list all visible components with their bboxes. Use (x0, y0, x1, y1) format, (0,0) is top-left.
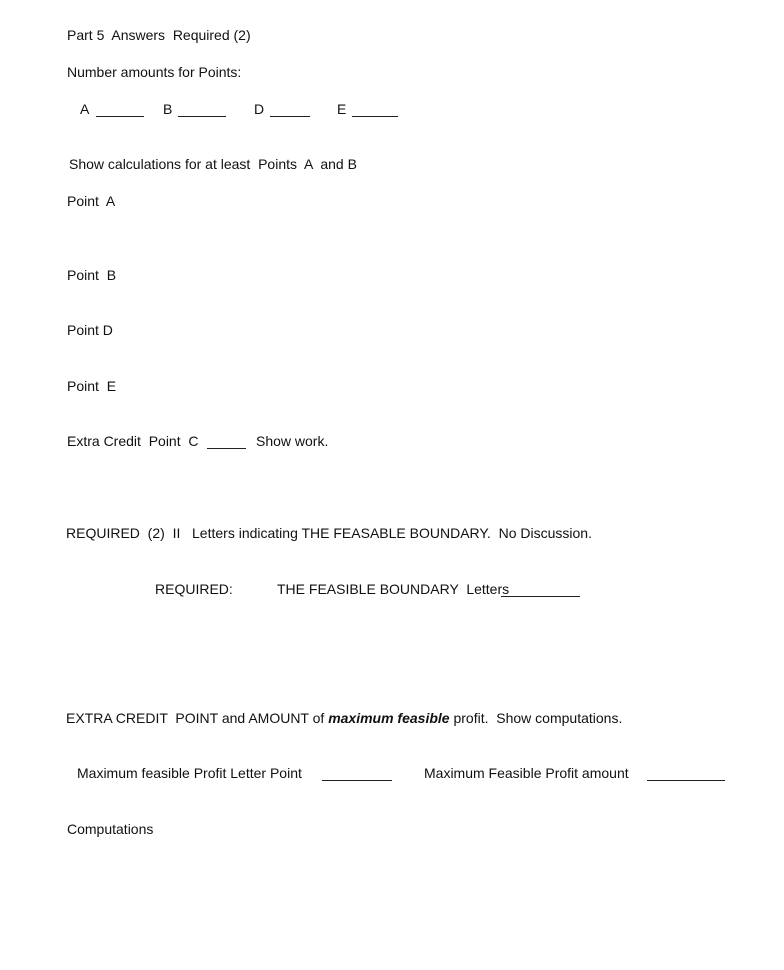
point-b-heading: Point B (67, 267, 117, 283)
extra-credit-heading (66, 709, 622, 727)
boundary-heading: REQUIRED (2) II Letters indicating THE FEASABLE BOUNDARY. No Discussion. (66, 525, 592, 541)
max-profit-amount-label: Maximum Feasible Profit amount (424, 765, 629, 781)
point-a-label: A (80, 101, 90, 117)
point-e-label: E (337, 101, 347, 117)
page-title: Part 5 Answers Required (2) (67, 27, 251, 43)
max-profit-letter-point-label: Maximum feasible Profit Letter Point (77, 765, 302, 781)
show-work-label: Show work. (256, 433, 329, 449)
point-b-blank[interactable] (178, 116, 226, 117)
point-e-heading: Point E (67, 378, 117, 394)
extra-credit-heading-suffix: profit. Show computations. (449, 710, 623, 726)
point-e-blank[interactable] (352, 116, 398, 117)
extra-credit-heading-prefix: EXTRA CREDIT POINT and AMOUNT of (66, 710, 329, 726)
boundary-required-label: REQUIRED: (155, 581, 233, 597)
point-d-label: D (254, 101, 265, 117)
max-profit-amount-blank[interactable] (647, 780, 725, 781)
point-b-label: B (163, 101, 173, 117)
calculations-instruction: Show calculations for at least Points A and B (69, 156, 357, 172)
extra-credit-point-c-label: Extra Credit Point C (67, 433, 199, 449)
point-d-heading: Point D (67, 322, 113, 338)
point-c-blank[interactable] (207, 448, 246, 449)
points-subtitle: Number amounts for Points: (67, 64, 242, 80)
boundary-letters-label: THE FEASIBLE BOUNDARY Letters (277, 581, 510, 597)
extra-credit-heading-emphasis: maximum feasible (328, 710, 450, 726)
point-d-blank[interactable] (270, 116, 310, 117)
computations-heading: Computations (67, 821, 154, 837)
point-a-blank[interactable] (96, 116, 144, 117)
point-a-heading: Point A (67, 193, 116, 209)
max-profit-letter-point-blank[interactable] (322, 780, 392, 781)
boundary-letters-blank[interactable] (501, 596, 580, 597)
